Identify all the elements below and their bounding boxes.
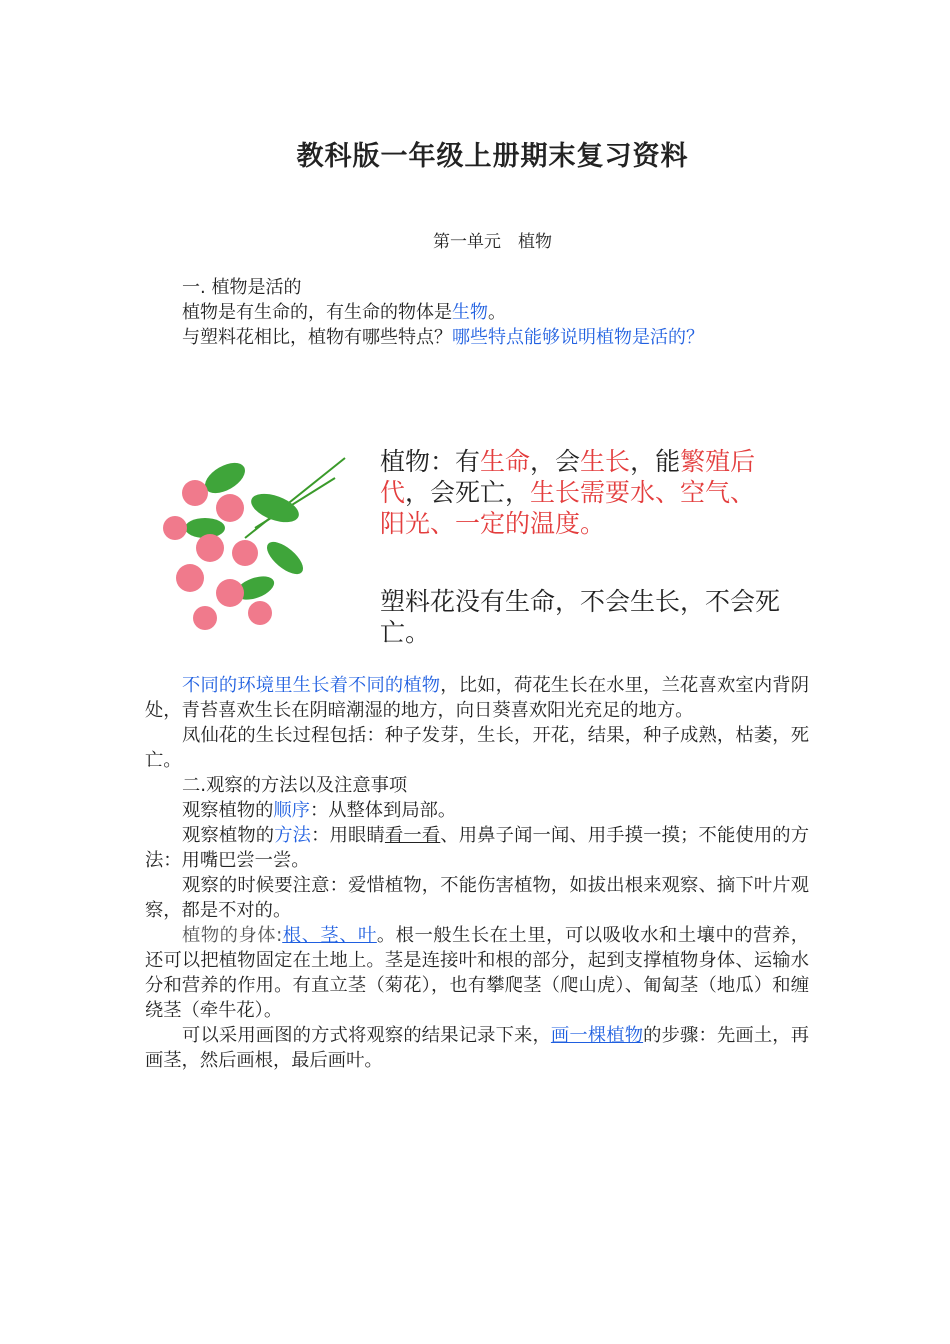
paragraph: 与塑料花相比，植物有哪些特点？哪些特点能够说明植物是活的？: [182, 327, 704, 348]
body-text: [145, 673, 809, 1073]
section-heading: 一. 植物是活的: [182, 277, 302, 298]
paragraph: 观察的时候要注意：爱惜植物，不能伤害植物，如拔出根来观察、摘下叶片观察，都是不对的。: [145, 875, 809, 921]
section-1: [182, 275, 704, 350]
paragraph: 凤仙花的生长过程包括：种子发芽，生长，开花，结果，种子成熟，枯萎，死亡。: [145, 725, 809, 771]
link-draw-plant[interactable]: 画一棵植物: [550, 1025, 644, 1046]
plant-description: 植物：有生命，会生长，能繁殖后代，会死亡，生长需要水、空气、阳光、一定的温度。: [380, 447, 756, 538]
unit-heading: 第一单元 植物: [433, 232, 552, 252]
paragraph: 可以采用画图的方式将观察的结果记录下来，画一棵植物的步骤：先画土，再画茎，然后画根，最后画叶。: [145, 1025, 810, 1071]
section-heading: 二.观察的方法以及注意事项: [182, 775, 408, 796]
paragraph: 观察植物的方法：用眼睛看一看、用鼻子闻一闻、用手摸一摸；不能使用的方法：用嘴巴尝一尝。: [145, 825, 810, 871]
paragraph: 植物是有生命的，有生命的物体是生物。: [182, 302, 506, 323]
plastic-flower-description: 塑料花没有生命，不会生长，不会死亡。: [380, 587, 781, 647]
rose-bouquet-image: [145, 418, 360, 648]
link-root-stem-leaf[interactable]: 根、茎、叶: [282, 925, 377, 946]
paragraph: 植物的身体:根、茎、叶。根一般生长在土里，可以吸收水和土壤中的营养，还可以把植物固定在土地上。茎是连接叶和根的部分，起到支撑植物身体、运输水分和营养的作用。有直立茎（菊花），也有攀爬茎（爬山虎）、匍匐茎（地瓜）和缠绕茎（牵牛花）。: [145, 925, 810, 1021]
paragraph: 不同的环境里生长着不同的植物，比如，荷花生长在水里，兰花喜欢室内背阴处，青苔喜欢生长在阴暗潮湿的地方，向日葵喜欢阳光充足的地方。: [145, 675, 810, 721]
paragraph: 观察植物的顺序：从整体到局部。: [182, 800, 457, 821]
page-title: 教科版一年级上册期末复习资料: [296, 141, 689, 172]
plant-figure: [145, 398, 790, 656]
